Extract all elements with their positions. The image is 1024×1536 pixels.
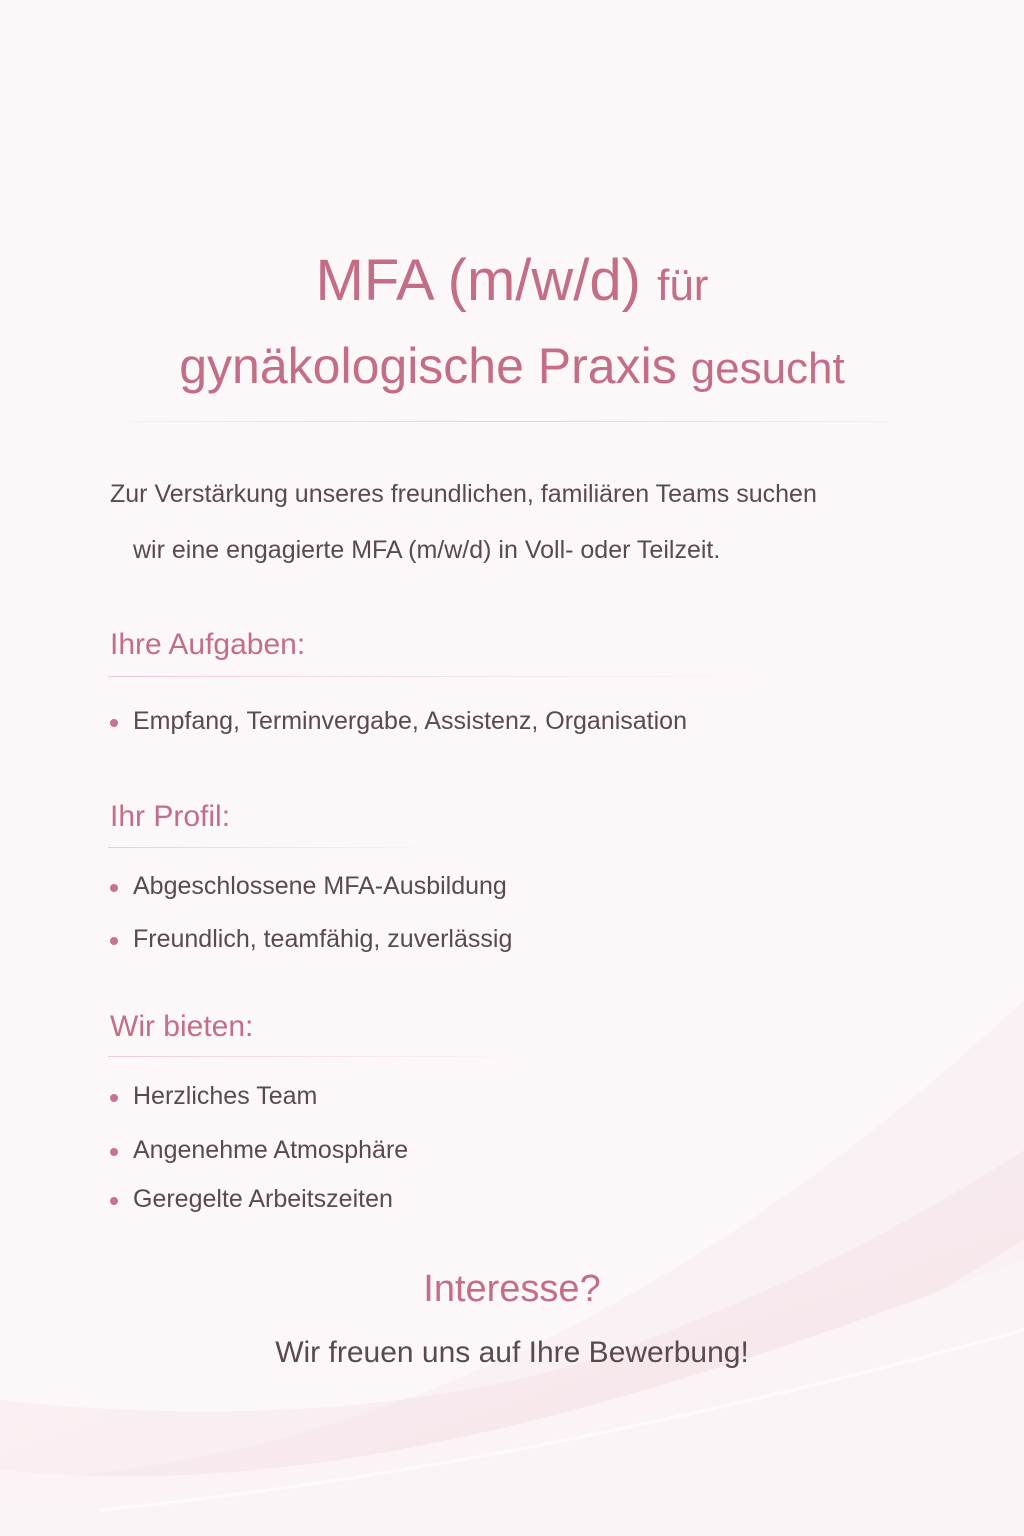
list-item-text: Herzliches Team: [133, 1082, 318, 1110]
list-item: [110, 707, 687, 736]
cta-text: Wir freuen uns auf Ihre Bewerbung!: [275, 1336, 749, 1369]
list-item-text: Abgeschlossene MFA-Ausbildung: [133, 872, 507, 900]
title-line-1: [0, 248, 1024, 319]
bullet-icon: [110, 884, 118, 892]
list-item: [110, 872, 507, 901]
bullet-icon: [110, 719, 118, 727]
bullet-icon: [110, 1197, 118, 1205]
title-line-2: [0, 334, 1024, 401]
title-divider: [130, 421, 890, 422]
bullet-icon: [110, 1148, 118, 1156]
section-heading-aufgaben: Ihre Aufgaben:: [110, 628, 306, 661]
list-item-text: Freundlich, teamfähig, zuverlässig: [133, 925, 513, 953]
list-item: [110, 925, 512, 954]
bullet-icon: [110, 937, 118, 945]
list-item-text: Empfang, Terminvergabe, Assistenz, Organisation: [133, 707, 687, 735]
intro-line-1: Zur Verstärkung unseres freundlichen, familiären Teams suchen: [110, 480, 817, 508]
title-line-1-suffix: für: [657, 261, 709, 310]
title-line-2-suffix: gesucht: [690, 344, 845, 393]
title-line-2-main: gynäkologische Praxis: [179, 338, 677, 394]
bullet-icon: [110, 1094, 118, 1102]
list-item-text: Geregelte Arbeitszeiten: [133, 1185, 393, 1213]
list-item: [110, 1082, 317, 1111]
list-item: [110, 1185, 393, 1214]
intro-line-2: wir eine engagierte MFA (m/w/d) in Voll- oder Teilzeit.: [133, 536, 721, 564]
list-item: [110, 1136, 408, 1165]
section-divider: [108, 1056, 528, 1057]
section-divider: [108, 847, 448, 848]
section-heading-bieten: Wir bieten:: [110, 1010, 254, 1043]
section-heading-profil: Ihr Profil:: [110, 800, 231, 833]
list-item-text: Angenehme Atmosphäre: [133, 1136, 409, 1164]
title-line-1-main: MFA (m/w/d): [315, 248, 641, 313]
cta-title: Interesse?: [423, 1268, 601, 1310]
section-divider: [108, 676, 788, 677]
